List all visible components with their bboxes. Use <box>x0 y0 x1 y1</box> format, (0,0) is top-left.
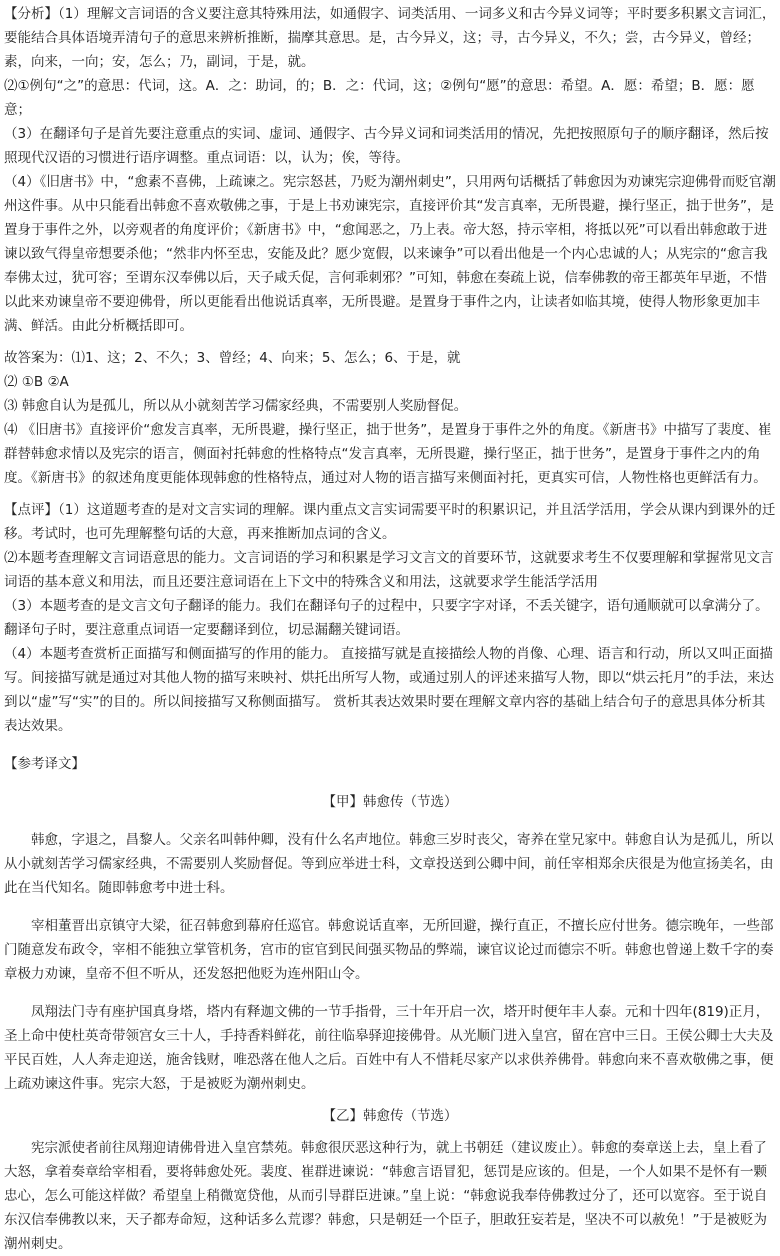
translation-jia-paragraph-3: 凤翔法门寺有座护国真身塔，塔内有释迦文佛的一节手指骨，三十年开启一次，塔开时便年丰人泰。元和十四年(819)正月，圣上命中使杜英奇带领宫女三十人，手持香料鲜花，前往临皋驿迎接佛骨。从光顺门进入皇宫，留在宫中三日。王侯公卿士大夫及平民百姓，人人奔走迎送，施舍钱财，唯恐落在他人之后。百姓中有人不惜耗尽家产以求供养佛骨。韩愈向来不喜欢敬佛之事，便上疏劝谏这件事。宪宗大怒，于是被贬为潮州刺史。 <box>4 1004 774 1092</box>
analysis-paragraph-1: 【分析】（1）理解文言词语的含义要注意其特殊用法，如通假字、词类活用、一词多义和古今异义词等；平时要多积累文言词汇，要能结合具体语境弄清句子的意思来辨析推断，揣摩其意思。是，古今异义，这；寻，古今异义，不久；尝，古今异义，曾经；素，向来，一向；安，怎么；乃，副词，于是，就。 <box>4 6 776 70</box>
comment-paragraph-3: （3）本题考查的是文言文句子翻译的能力。我们在翻译句子的过程中，只要字字对译，不丢关键字，语句通顺就可以拿满分了。翻译句子时，要注意重点词语一定要翻译到位，切忌漏翻关键词语。 <box>4 598 769 638</box>
translation-title-jia: 【甲】韩愈传（节选） <box>322 794 458 810</box>
translation-title-yi: 【乙】韩愈传（节选） <box>322 1108 458 1124</box>
comment-paragraph-2: ⑵本题考查理解文言词语意思的能力。文言词语的学习和积累是学习文言文的首要环节，这就要求考生不仅要理解和掌握常见文言词语的基本意义和用法，而且还要注意词语在上下文中的特殊含义和用法，这就要求学生能活学活用 <box>4 550 774 590</box>
answer-paragraph-1: 故答案为：⑴1、这；2、不久；3、曾经；4、向来；5、怎么；6、于是，就 <box>4 350 461 366</box>
analysis-paragraph-3: （3）在翻译句子是首先要注意重点的实词、虚词、通假字、古今异义词和词类活用的情况，先把按照原句子的顺序翻译，然后按照现代汉语的习惯进行语序调整。重点词语：以，认为；俟，等待。 <box>4 126 769 166</box>
comment-section <box>4 498 776 738</box>
answer-paragraph-3: ⑶ 韩愈自认为是孤儿，所以从小就刻苦学习儒家经典，不需要别人奖励督促。 <box>4 398 468 414</box>
analysis-paragraph-4: （4）《旧唐书》中，“愈素不喜佛，上疏谏之。宪宗怒甚，乃贬为潮州刺史”，只用两句话概括了韩愈因为劝谏宪宗迎佛骨而贬官潮州这件事。从中只能看出韩愈不喜欢敬佛之事，于是上书劝谏宪宗，直接评价其“发言真率，无所畏避，操行坚正，拙于世务”，是置身于事件之外，以旁观者的角度评价；《新唐书》中，“愈闻恶之，乃上表。帝大怒，持示宰相，将抵以死”可以看出韩愈敢于进谏以致气得皇帝想要杀他；“然非内怀至忠，安能及此？愿少宽假，以来谏争”可以看出他是一个内心忠诚的人；从宪宗的“愈言我奉佛太过，犹可容；至谓东汉奉佛以后，天子咸夭促，言何乖刺邪？”可知，韩愈在奏疏上说，信奉佛教的帝王都英年早逝，不惜以此来劝谏皇帝不要迎佛骨，所以更能看出他说话真率，无所畏避。是置身于事件之内，让读者如临其境，使得人物形象更加丰满、鲜活。由此分析概括即可。 <box>4 174 776 334</box>
answer-paragraph-2: ⑵ ①B ②A <box>4 374 69 390</box>
analysis-paragraph-2: ⑵①例句“之”的意思：代词，这。A．之：助词，的；B．之：代词，这；②例句“愿”的意思：希望。A．愿：希望；B．愿：愿意； <box>4 78 755 118</box>
translation-heading: 【参考译文】 <box>4 756 85 772</box>
answer-section <box>4 346 776 490</box>
analysis-section <box>4 2 776 338</box>
comment-paragraph-1: 【点评】（1）这道题考查的是对文言实词的理解。课内重点文言实词需要平时的积累识记，并且活学活用，学会从课内到课外的迁移。考试时，也可先理解整句话的大意，再来推断加点词的含义。 <box>4 502 776 542</box>
answer-paragraph-4: ⑷ 《旧唐书》直接评价“愈发言真率，无所畏避，操行坚正，拙于世务”，是置身于事件之外的角度。《新唐书》中描写了裴度、崔群替韩愈求情以及宪宗的语言，侧面衬托韩愈的性格特点“发言真率，无所畏避，操行坚正，拙于世务”，是置身于事件之内的角度。《新唐书》的叙述角度更能体现韩愈的性格特点，通过对人物的语言描写来侧面衬托，更真实可信，人物性格也更鲜活有力。 <box>4 422 772 486</box>
translation-jia-paragraph-2: 宰相董晋出京镇守大梁，征召韩愈到幕府任巡官。韩愈说话直率，无所回避，操行直正，不擅长应付世务。德宗晚年，一些部门随意发布政令，宰相不能独立掌管机务，宫市的宦官到民间强买物品的弊端，谏官议论过而德宗不听。韩愈也曾递上数千字的奏章极力劝谏，皇帝不但不听从，还发怒把他贬为连州阳山令。 <box>4 918 774 982</box>
translation-yi-paragraph-1: 宪宗派使者前往凤翔迎请佛骨进入皇宫禁苑。韩愈很厌恶这种行为，就上书朝廷（建议废止）。韩愈的奏章送上去，皇上看了大怒，拿着奏章给宰相看，要将韩愈处死。裴度、崔群进谏说：“韩愈言语冒犯，惩罚是应该的。但是，一个人如果不是怀有一颗忠心，怎么可能这样做？希望皇上稍微宽贷他，从而引导群臣进谏。”皇上说：“韩愈说我奉侍佛教过分了，还可以宽容。至于说自东汉信奉佛教以来，天子都寿命短，这种话多么荒谬？韩愈，只是朝廷一个臣子，胆敢狂妄若是，坚决不可以赦免！”于是被贬为潮州刺史。 <box>4 1140 768 1252</box>
translation-jia-paragraph-1: 韩愈，字退之，昌黎人。父亲名叫韩仲卿，没有什么名声地位。韩愈三岁时丧父，寄养在堂兄家中。韩愈自认为是孤儿，所以从小就刻苦学习儒家经典，不需要别人奖励督促。等到应举进士科，文章投送到公卿中间，前任宰相郑余庆很是为他宣扬美名，由此在当代知名。随即韩愈考中进士科。 <box>4 832 774 896</box>
translation-section <box>4 752 776 1256</box>
comment-paragraph-4: （4）本题考查赏析正面描写和侧面描写的作用的能力。 直接描写就是直接描绘人物的肖像、心理、语言和行动，所以又叫正面描写。间接描写就是通过对其他人物的描写来映衬、烘托出所写人物，或通过别人的评述来描写人物，即以“烘云托月”的手法，来达到以“虚”写“实”的目的。所以间接描写又称侧面描写。 赏析其表达效果时要在理解文章内容的基础上结合句子的意思具体分析其表达效果。 <box>4 646 774 734</box>
